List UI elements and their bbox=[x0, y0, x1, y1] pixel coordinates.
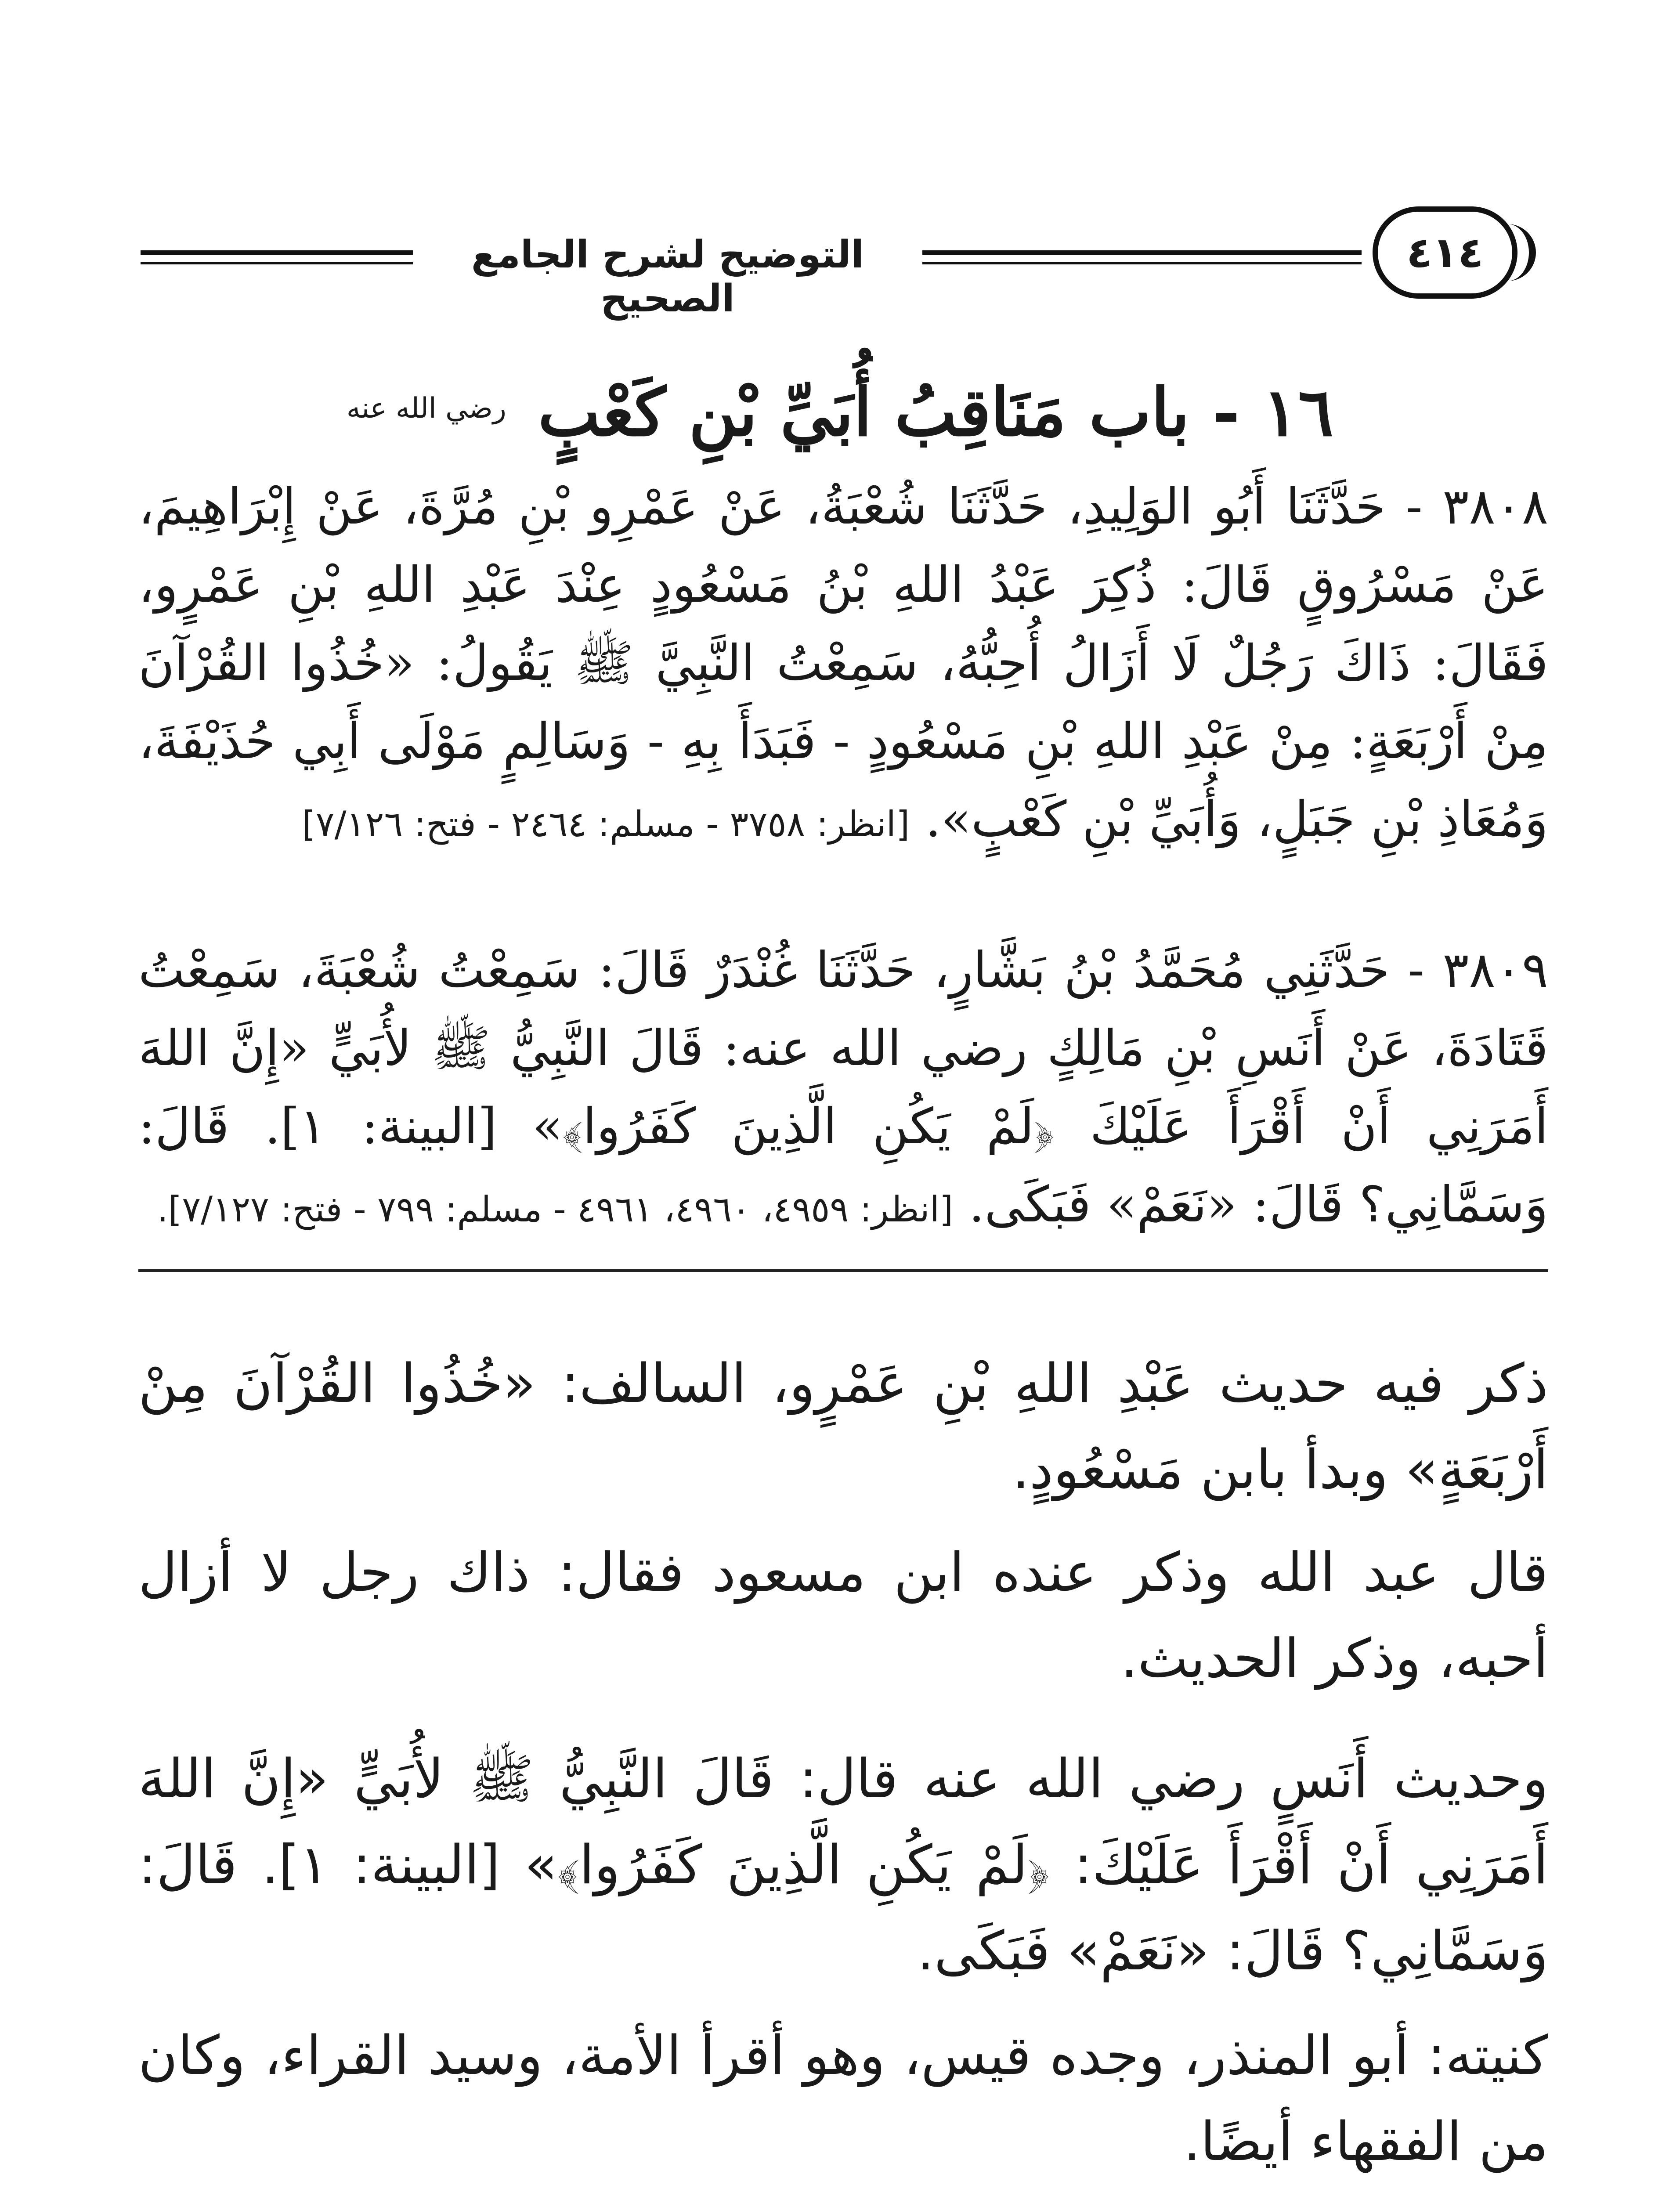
commentary-paragraph: وحديث أَنَسٍ رضي الله عنه قال: قَالَ النَّبِيُّ ﷺ لأُبَيٍّ «إِنَّ اللهَ أَمَرَنِي أَنْ أَقْرَأَ عَلَيْكَ: ﴿لَمْ يَكُنِ الَّذِينَ كَفَرُوا﴾» [البينة: ١]. قَالَ: وَسَمَّانِي؟ قَالَ: «نَعَمْ» فَبَكَى. bbox=[138, 1748, 1548, 1982]
hadith-text: ٣٨٠٩ - حَدَّثَنِي مُحَمَّدُ بْنُ بَشَّارٍ، حَدَّثَنَا غُنْدَرٌ قَالَ: سَمِعْتُ شُعْبَةَ، سَمِعْتُ قَتَادَةَ، عَنْ أَنَسِ بْنِ مَالِكٍ رضي الله عنه: قَالَ النَّبِيُّ ﷺ لأُبَيٍّ «إِنَّ اللهَ أَمَرَنِي أَنْ أَقْرَأَ عَلَيْكَ ﴿لَمْ يَكُنِ الَّذِينَ كَفَرُوا﴾» [البينة: ١]. قَالَ: وَسَمَّانِي؟ قَالَ: «نَعَمْ» فَبَكَى. bbox=[138, 942, 1549, 1233]
commentary-paragraph: قال عبد الله وذكر عنده ابن مسعود فقال: ذاك رجل لا أزال أحبه، وذكر الحديث. bbox=[138, 1541, 1548, 1690]
page-number: ٤١٤ bbox=[1406, 228, 1484, 277]
hadith-3809 bbox=[138, 931, 1548, 1249]
hadith-text: ٣٨٠٨ - حَدَّثَنَا أَبُو الوَلِيدِ، حَدَّثَنَا شُعْبَةُ، عَنْ عَمْرِو بْنِ مُرَّةَ، عَنْ إِبْرَاهِيمَ، عَنْ مَسْرُوقٍ قَالَ: ذُكِرَ عَبْدُ اللهِ بْنُ مَسْعُودٍ عِنْدَ عَبْدِ اللهِ بْنِ عَمْرٍو، فَقَالَ: ذَاكَ رَجُلٌ لَا أَزَالُ أُحِبُّهُ، سَمِعْتُ النَّبِيَّ ﷺ يَقُولُ: «خُذُوا القُرْآنَ مِنْ أَرْبَعَةٍ: مِنْ عَبْدِ اللهِ بْنِ مَسْعُودٍ - فَبَدَأَ بِهِ - وَسَالِمٍ مَوْلَى أَبِي حُذَيْفَةَ، وَمُعَاذِ بْنِ جَبَلٍ، وَأُبَيِّ بْنِ كَعْبٍ». bbox=[138, 478, 1548, 848]
page-number-badge bbox=[1373, 206, 1517, 299]
hadith-reference: [انظر: ٣٧٥٨ - مسلم: ٢٤٦٤ - فتح: ٧/١٢٦] bbox=[302, 804, 910, 845]
commentary-paragraph: ذكر فيه حديث عَبْدِ اللهِ بْنِ عَمْرٍو، السالف: «خُذُوا القُرْآنَ مِنْ أَرْبَعَةٍ» وبدأ بابن مَسْعُودٍ. bbox=[138, 1352, 1548, 1501]
running-header bbox=[141, 206, 1548, 321]
hadith-3808 bbox=[138, 468, 1548, 863]
chapter-heading bbox=[0, 360, 1680, 461]
header-rule-right bbox=[922, 250, 1362, 255]
header-rule-left bbox=[141, 250, 413, 255]
honorific: رضي الله عنه bbox=[346, 392, 506, 425]
chapter-title: ١٦ - باب مَنَاقِبُ أُبَيِّ بْنِ كَعْبٍ bbox=[538, 374, 1334, 451]
header-rule-right-thin bbox=[922, 262, 1362, 264]
section-divider bbox=[138, 1269, 1548, 1272]
book-title: التوضيح لشرح الجامع الصحيح bbox=[471, 233, 864, 321]
hadith-reference: [انظر: ٤٩٥٩، ٤٩٦٠، ٤٩٦١ - مسلم: ٧٩٩ - فتح: ٧/١٢٧]. bbox=[157, 1189, 954, 1230]
commentary-paragraph: كنيته: أبو المنذر، وجده قيس، وهو أقرأ الأمة، وسيد القراء، وكان من الفقهاء أيضًا. bbox=[138, 2024, 1548, 2173]
header-rule-left-thin bbox=[141, 262, 413, 264]
